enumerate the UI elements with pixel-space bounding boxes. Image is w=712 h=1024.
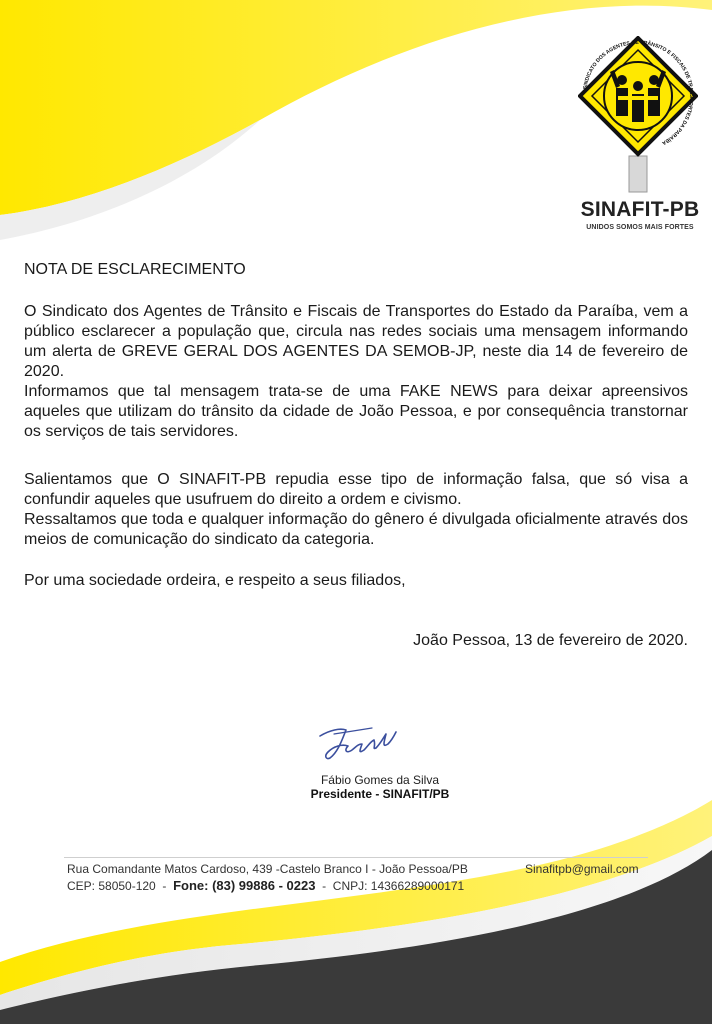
footer-email-link[interactable]: Sinafitpb@gmail.com (525, 862, 639, 876)
footer-separator: - (162, 879, 167, 893)
footer-divider (64, 857, 648, 858)
logo-name: SINAFIT-PB (580, 198, 700, 221)
paragraph-5: Por uma sociedade ordeira, e respeito a seus filiados, (24, 572, 406, 589)
paragraph-3: Salientamos que O SINAFIT-PB repudia esse tipo de informação falsa, que só visa a confundir aqueles que usufruem do direito a ordem e civismo. (24, 471, 688, 508)
paragraph-1: O Sindicato dos Agentes de Trânsito e Fiscais de Transportes do Estado da Paraíba, vem a público esclarecer a população que, circula nas redes sociais uma mensagem informando um alerta de GREVE GERAL DOS AGENTES DA SEMOB-JP, neste dia 14 de fevereiro de 2020. (24, 303, 688, 380)
footer-cep: CEP: 58050-120 (67, 879, 156, 893)
paragraph-2: Informamos que tal mensagem trata-se de uma FAKE NEWS para deixar apreensivos aqueles que utilizam do trânsito da cidade de João Pessoa, e por consequência transtornar os serviços de tais servidores. (24, 383, 688, 440)
footer-contact-line (67, 878, 464, 893)
footer-separator-2: - (322, 879, 327, 893)
logo-ring-text: SINDICATO DOS AGENTES DE TRÂNSITO E FISCAIS DE TRANSPORTES DA PARAÍBA (582, 39, 695, 146)
footer-phone: Fone: (83) 99886 - 0223 (173, 878, 316, 893)
document-heading: NOTA DE ESCLARECIMENTO (24, 261, 246, 278)
logo-slogan: UNIDOS SOMOS MAIS FORTES (586, 224, 694, 231)
footer-cnpj: CNPJ: 14366289000171 (332, 879, 465, 893)
signer-name: Fábio Gomes da Silva (320, 773, 440, 787)
handwritten-signature (316, 722, 400, 764)
footer-address: Rua Comandante Matos Cardoso, 439 -Castelo Branco I - João Pessoa/PB (67, 862, 468, 876)
sign-pole (629, 156, 647, 192)
paragraph-4: Ressaltamos que toda e qualquer informação do gênero é divulgada oficialmente através dos meios de comunicação do sindicato da categoria. (24, 511, 688, 548)
place-and-date: João Pessoa, 13 de fevereiro de 2020. (413, 632, 688, 649)
signer-role: Presidente - SINAFIT/PB (310, 787, 450, 801)
